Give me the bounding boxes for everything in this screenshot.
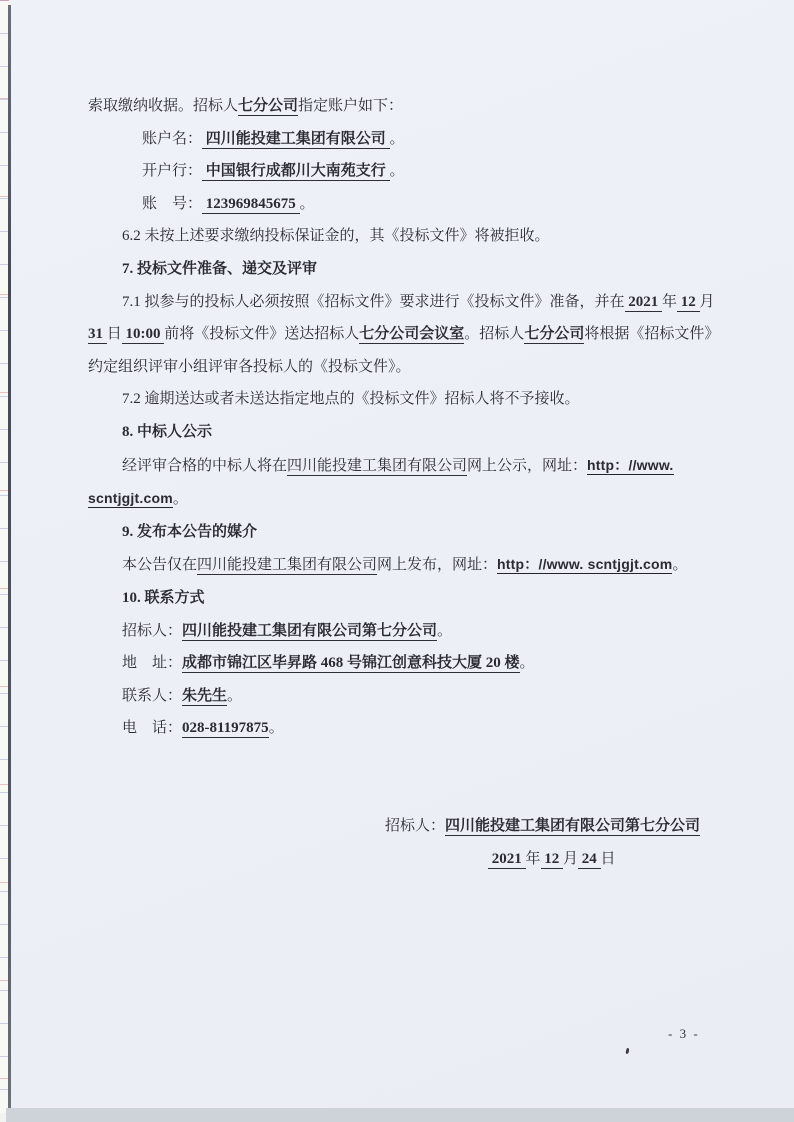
doc-line: [88, 90, 728, 123]
doc-line: [88, 286, 728, 319]
text-run: 招标人：: [122, 622, 183, 639]
text-run: 。: [299, 195, 315, 212]
doc-line: [88, 615, 728, 648]
doc-line: [88, 220, 728, 253]
section-10-heading: [88, 582, 728, 615]
text-run: 。: [672, 557, 688, 574]
text-run: 。招标人: [464, 326, 525, 343]
text-run: 经评审合格的中标人将在: [122, 457, 288, 474]
text-run: 8. 中标人公示: [122, 423, 213, 440]
signature-date: [88, 843, 728, 876]
section-8-heading: [88, 416, 728, 449]
filled-blank-text: 2021: [488, 850, 526, 867]
filled-blank-text: 四川能投建工集团有限公司: [197, 557, 378, 574]
filled-blank-text: 中国银行成都川大南苑支行: [202, 163, 390, 180]
doc-line: [88, 647, 728, 680]
filled-blank-text: 12: [540, 850, 564, 867]
text-run: 。: [437, 622, 453, 639]
signature-tenderer: [88, 810, 728, 843]
filled-blank-text: 四川能投建工集团有限公司第七分公司: [445, 818, 701, 835]
text-run: 招标人：: [385, 818, 446, 835]
filled-blank-text: 12: [677, 293, 700, 310]
doc-line: [88, 155, 728, 188]
filled-blank-text: 七分公司: [524, 326, 585, 343]
page-number: - 3 -: [668, 1026, 700, 1041]
text-run: 开户行：: [142, 163, 203, 180]
text-run: 。: [227, 687, 243, 704]
doc-line: [88, 712, 728, 745]
text-run: 。: [389, 163, 405, 180]
text-run: 6.2 未按上述要求缴纳投标保证金的，其《投标文件》将被拒收。: [122, 228, 550, 245]
doc-line: [88, 351, 728, 384]
filled-blank-text: 123969845675: [202, 195, 300, 212]
doc-line: [88, 680, 728, 713]
filled-blank-text: 四川能投建工集团有限公司: [202, 130, 390, 147]
doc-line: [88, 745, 728, 778]
doc-line: [88, 449, 728, 483]
filled-blank-text: 10:00: [121, 326, 165, 343]
doc-line: [88, 482, 728, 516]
text-run: 前将《投标文件》送达招标人: [164, 326, 360, 343]
filled-blank-text: 七分公司: [238, 98, 299, 114]
document-body: [88, 90, 728, 875]
filled-blank-text: 七分公司会议室: [359, 326, 465, 343]
doc-line: [88, 548, 728, 582]
section-9-heading: [88, 516, 728, 549]
text-run: 7.1 拟参与的投标人必须按照《招标文件》要求进行《投标文件》准备，并在: [122, 293, 625, 310]
url-text: http：//www. scntjgjt.com: [497, 556, 673, 573]
text-run: 年: [525, 850, 541, 867]
text-run: 7. 投标文件准备、递交及评审: [122, 260, 318, 277]
text-run: 10. 联系方式: [122, 589, 205, 606]
text-run: 9. 发布本公告的媒介: [122, 523, 258, 540]
text-run: 网上发布，网址：: [377, 557, 498, 574]
doc-line: [88, 318, 728, 351]
text-run: 地 址：: [122, 655, 183, 672]
filled-blank-text: 31: [88, 326, 107, 343]
text-run: 7.2 逾期送达或者未送达指定地点的《投标文件》招标人将不予接收。: [122, 391, 580, 408]
text-run: 账户名：: [142, 130, 203, 147]
doc-line: [88, 777, 728, 810]
text-run: 月: [563, 850, 579, 867]
text-run: 联系人：: [122, 687, 183, 704]
scanner-bottom-margin: [6, 1108, 794, 1122]
filled-blank-text: 成都市锦江区毕昇路 468 号锦江创意科技大厦 20 楼: [182, 655, 520, 672]
filled-blank-text: 24: [578, 850, 601, 867]
doc-line: [88, 188, 728, 221]
filled-blank-text: 朱先生: [182, 687, 228, 704]
text-run: 日: [600, 850, 616, 867]
text-run: 。: [268, 720, 284, 737]
text-run: 将根据《招标文件》: [584, 326, 720, 343]
text-run: 。: [389, 130, 405, 147]
text-run: 指定账户如下：: [298, 98, 404, 114]
text-run: 年: [662, 293, 678, 310]
filled-blank-text: 四川能投建工集团有限公司: [287, 457, 468, 474]
text-run: 月: [699, 293, 715, 310]
text-run: 约定组织评审小组评审各投标人的《投标文件》。: [88, 358, 411, 375]
doc-line: [88, 123, 728, 156]
url-text: http：//www.: [587, 456, 674, 473]
text-run: 。: [519, 655, 535, 672]
filled-blank-text: 2021: [624, 293, 663, 310]
text-run: 本公告仅在: [122, 557, 198, 574]
filled-blank-text: 028-81197875: [182, 720, 269, 737]
text-run: 电 话：: [122, 720, 183, 737]
text-run: 索取缴纳收据。招标人: [88, 98, 239, 114]
text-run: 。: [172, 491, 188, 508]
text-run: 日: [106, 326, 122, 343]
filled-blank-text: 四川能投建工集团有限公司第七分公司: [182, 622, 438, 639]
doc-line: [88, 383, 728, 416]
text-run: 网上公示，网址：: [467, 457, 588, 474]
url-text: scntjgjt.com: [88, 490, 173, 507]
text-run: 账 号：: [142, 195, 203, 212]
section-7-heading: [88, 253, 728, 286]
